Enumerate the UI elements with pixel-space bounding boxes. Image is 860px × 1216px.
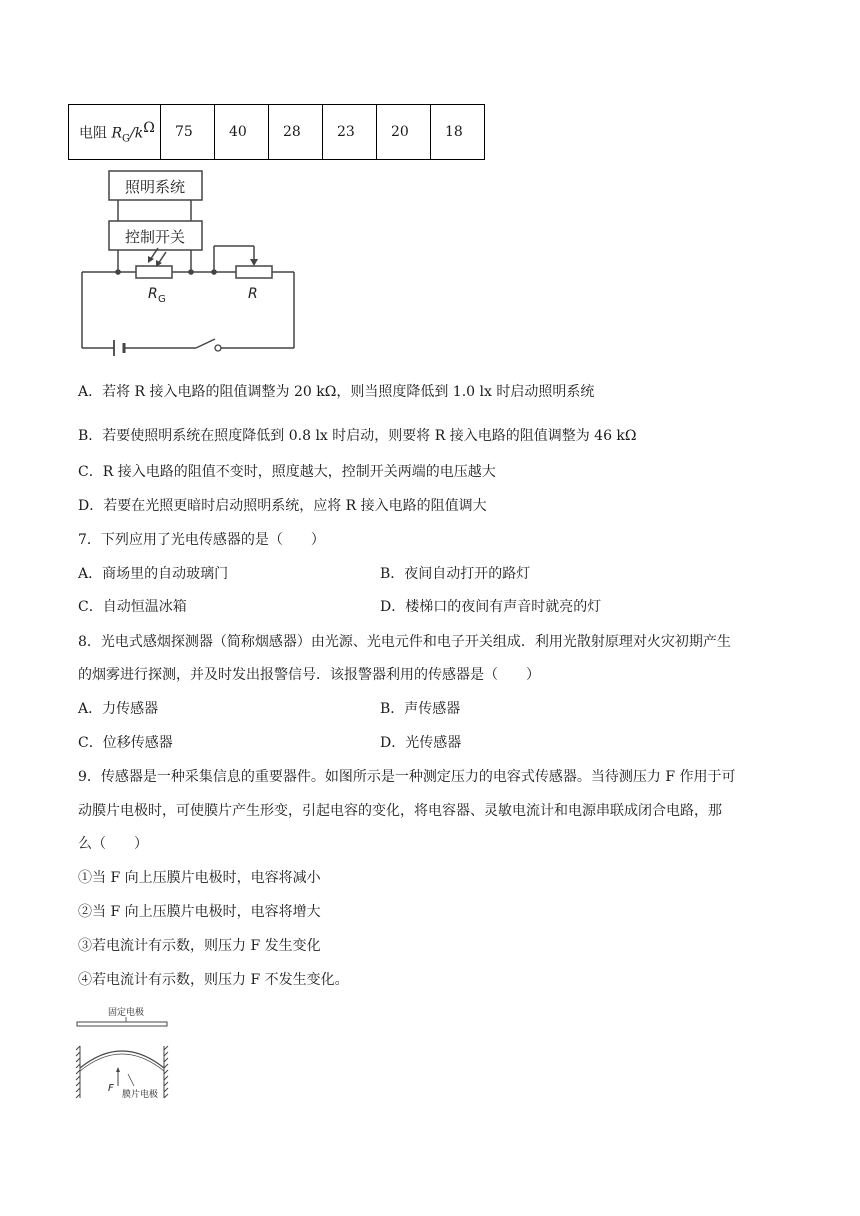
q9-item-1: ①当 F 向上压膜片电极时，电容将减小 (78, 870, 321, 886)
q7-stem: 7．下列应用了光电传感器的是（ ） (78, 532, 325, 548)
q9-item-2: ②当 F 向上压膜片电极时，电容将增大 (78, 904, 321, 920)
table-cell: 28 (269, 105, 323, 160)
q6-option-a: A．若将 R 接入电路的阻值调整为 20 kΩ，则当照度降低到 1.0 lx 时启动照明系统 (78, 384, 595, 400)
table-cell: 18 (431, 105, 485, 160)
table-cell: 23 (323, 105, 377, 160)
table-cell: 20 (377, 105, 431, 160)
q7-option-d: D．楼梯口的夜间有声音时就亮的灯 (380, 599, 602, 615)
q9-stem-line3: 么（ ） (78, 836, 148, 852)
membrane-electrode-label: 膜片电极 (122, 1090, 159, 1100)
rg-label: R (148, 286, 158, 302)
resistance-table (68, 104, 485, 160)
q9-stem-line2: 动膜片电极时，可使膜片产生形变，引起电容的变化，将电容器、灵敏电流计和电源串联成闭合电路，那 (78, 803, 722, 819)
q6-option-b: B．若要使照明系统在照度降低到 0.8 lx 时启动，则要将 R 接入电路的阻值调整为 46 kΩ (78, 428, 637, 444)
q8-stem-line2: 的烟雾进行探测，并及时发出报警信号．该报警器利用的传感器是（ ） (78, 667, 540, 683)
q8-stem-line1: 8．光电式感烟探测器（简称烟感器）由光源、光电元件和电子开关组成．利用光散射原理对火灾初期产生 (78, 634, 731, 650)
q8-option-a: A．力传感器 (78, 701, 159, 717)
circuit-diagram (78, 168, 302, 358)
q8-option-b: B．声传感器 (380, 701, 461, 717)
r-label: R (248, 286, 258, 302)
membrane-electrode (80, 1051, 164, 1068)
q6-option-c: C．R 接入电路的阻值不变时，照度越大，控制开关两端的电压越大 (78, 464, 496, 480)
circuit-switch (196, 339, 215, 348)
control-switch-label: 控制开关 (124, 228, 186, 246)
q7-option-a: A．商场里的自动玻璃门 (78, 566, 229, 582)
table-row (69, 105, 485, 160)
q9-item-4: ④若电流计有示数，则压力 F 不发生变化。 (78, 972, 349, 988)
q7-option-c: C．自动恒温冰箱 (78, 599, 187, 615)
rg-subscript: G (158, 294, 166, 305)
rg-resistor (136, 266, 172, 278)
fixed-electrode-label: 固定电极 (107, 1008, 145, 1018)
q7-option-b: B．夜间自动打开的路灯 (380, 566, 531, 582)
lighting-system-label: 照明系统 (124, 178, 186, 196)
force-label: F (108, 1083, 114, 1094)
q8-option-d: D．光传感器 (380, 735, 462, 751)
q9-item-3: ③若电流计有示数，则压力 F 发生变化 (78, 938, 321, 954)
pressure-sensor-diagram (74, 1004, 174, 1100)
q8-option-c: C．位移传感器 (78, 735, 173, 751)
q9-stem-line1: 9．传感器是一种采集信息的重要器件。如图所示是一种测定压力的电容式传感器。当待测压力 F 作用于可 (78, 769, 736, 785)
fixed-electrode (77, 1022, 167, 1026)
q6-option-d: D．若要在光照更暗时启动照明系统，应将 R 接入电路的阻值调大 (78, 498, 487, 514)
table-header-cell: 电阻 $R_G/k^\Omega$ (69, 105, 161, 160)
table-cell: 75 (161, 105, 215, 160)
r-rheostat (236, 266, 272, 278)
table-cell: 40 (215, 105, 269, 160)
